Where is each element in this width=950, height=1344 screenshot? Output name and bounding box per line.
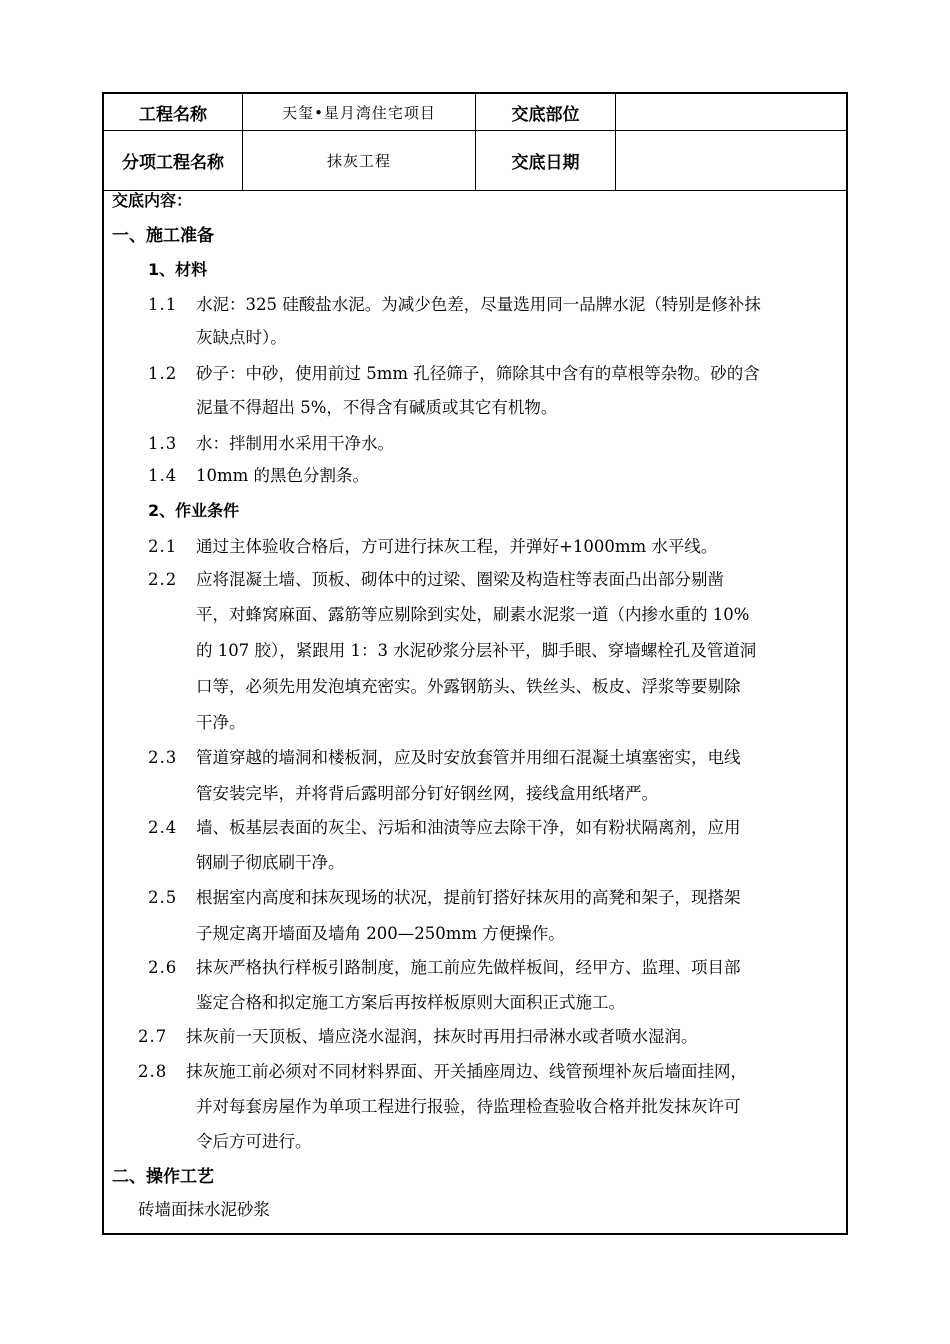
item-number: 2.6 (148, 958, 178, 977)
item-number: 2.3 (148, 748, 178, 767)
project-name-value: 天玺•星月湾住宅项目 (282, 103, 436, 122)
item-2-2-cont-2: 的 107 胶），紧跟用 1：3 水泥砂浆分层补平，脚手眼、穿墙螺栓孔及管道洞 (196, 641, 757, 660)
item-2-4-cont: 钢刷子彻底刷干净。 (196, 853, 345, 872)
item-1-4 (148, 466, 369, 486)
item-2-5 (148, 888, 741, 908)
item-2-8 (138, 1062, 747, 1082)
item-number: 2.2 (148, 570, 178, 589)
item-2-2-cont-3: 口等，必须先用发泡填充密实。外露钢筋头、铁丝头、板皮、浮浆等要剔除 (196, 677, 741, 696)
subsection-1-title: 1、材料 (148, 260, 208, 279)
item-2-6-cont: 鉴定合格和拟定施工方案后再按样板原则大面积正式施工。 (196, 993, 625, 1012)
item-number: 2.8 (138, 1062, 168, 1081)
date-label: 交底日期 (511, 153, 580, 173)
section-1-title: 一、施工准备 (112, 226, 214, 246)
sub-project-value: 抹灰工程 (326, 152, 391, 170)
item-text-line: 水泥：325 硅酸盐水泥。为减少色差，尽量选用同一品牌水泥（特别是修补抹 (196, 295, 761, 314)
item-2-8-cont-2: 令后方可进行。 (196, 1132, 312, 1151)
item-text-line: 水：拌制用水采用干净水。 (196, 434, 394, 453)
item-number: 1.2 (148, 364, 178, 383)
item-text-line: 应将混凝土墙、顶板、砌体中的过梁、圈梁及构造柱等表面凸出部分剔凿 (196, 570, 724, 589)
section-2-subtitle: 砖墙面抹水泥砂浆 (138, 1200, 270, 1219)
item-text-line: 抹灰施工前必须对不同材料界面、开关插座周边、线管预埋补灰后墙面挂网， (186, 1062, 747, 1081)
item-2-3 (148, 748, 741, 768)
item-1-1 (148, 295, 761, 315)
item-text-line: 10mm 的黑色分割条。 (196, 466, 370, 485)
item-2-2 (148, 570, 724, 590)
sub-project-label: 分项工程名称 (122, 153, 224, 173)
project-name-label: 工程名称 (139, 104, 207, 125)
item-number: 2.5 (148, 888, 178, 907)
subsection-2-title: 2、作业条件 (148, 501, 240, 520)
item-1-3 (148, 434, 394, 454)
item-number: 2.7 (138, 1027, 168, 1046)
item-2-2-cont-1: 平，对蜂窝麻面、露筋等应剔除到实处，刷素水泥浆一道（内掺水重的 10% (196, 605, 750, 624)
item-text-line: 砂子：中砂，使用前过 5mm 孔径筛子，筛除其中含有的草根等杂物。砂的含 (196, 364, 760, 383)
item-text-line: 抹灰严格执行样板引路制度，施工前应先做样板间，经甲方、监理、项目部 (196, 958, 741, 977)
item-text-line: 根据室内高度和抹灰现场的状况，提前钉搭好抹灰用的高凳和架子，现搭架 (196, 888, 741, 907)
item-text-line: 通过主体验收合格后，方可进行抹灰工程，并弹好+1000mm 水平线。 (196, 537, 718, 556)
section-2-title: 二、操作工艺 (112, 1167, 214, 1187)
item-text-line: 墙、板基层表面的灰尘、污垢和油渍等应去除干净，如有粉状隔离剂，应用 (196, 818, 741, 837)
header-bottom-divider (104, 190, 846, 191)
item-number: 1.3 (148, 434, 178, 453)
content-intro: 交底内容： (112, 191, 193, 210)
item-2-1 (148, 537, 717, 557)
item-1-2 (148, 364, 760, 384)
item-2-7 (138, 1027, 698, 1047)
item-number: 2.4 (148, 818, 178, 837)
item-number: 2.1 (148, 537, 178, 556)
item-2-5-cont: 子规定离开墙面及墙角 200—250mm 方便操作。 (196, 924, 565, 943)
item-2-4 (148, 818, 741, 838)
item-1-1-cont: 灰缺点时）。 (196, 328, 287, 347)
item-2-8-cont-1: 并对每套房屋作为单项工程进行报验，待监理检查验收合格并批发抹灰许可 (196, 1097, 741, 1116)
location-label: 交底部位 (511, 104, 580, 125)
date-value (616, 131, 848, 190)
item-2-3-cont: 管安装完毕，并将背后露明部分钉好钢丝网，接线盒用纸堵严。 (196, 784, 658, 803)
location-value (616, 94, 848, 130)
item-text-line: 抹灰前一天顶板、墙应浇水湿润，抹灰时再用扫帚淋水或者喷水湿润。 (186, 1027, 698, 1046)
item-number: 1.4 (148, 466, 178, 485)
item-number: 1.1 (148, 295, 178, 314)
item-1-2-cont: 泥量不得超出 5%，不得含有碱质或其它有机物。 (196, 398, 558, 417)
item-2-2-cont-4: 干净。 (196, 713, 246, 732)
item-text-line: 管道穿越的墙洞和楼板洞，应及时安放套管并用细石混凝土填塞密实，电线 (196, 748, 741, 767)
item-2-6 (148, 958, 741, 978)
